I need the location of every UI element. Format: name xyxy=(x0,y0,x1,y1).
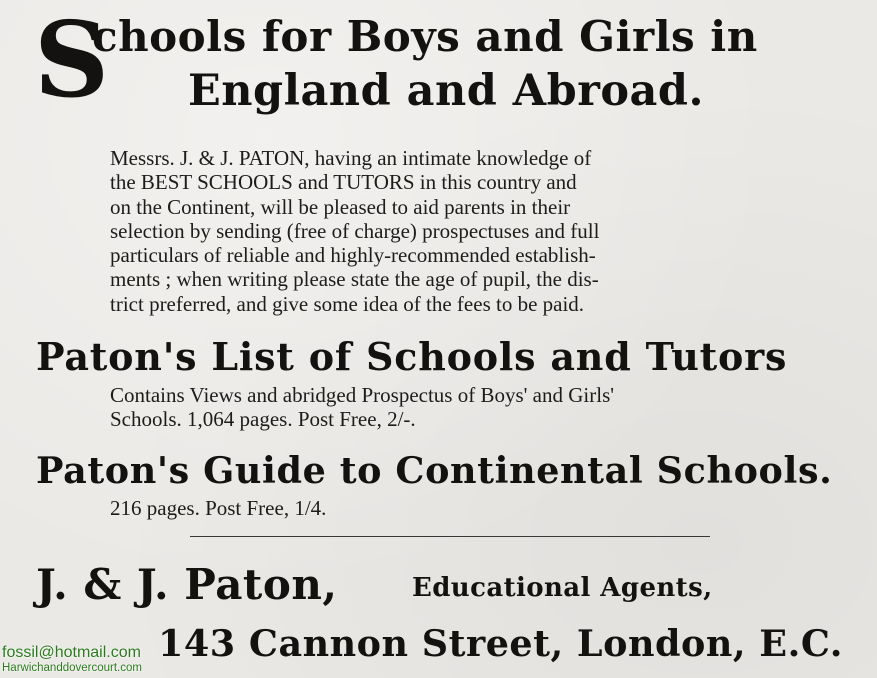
title-drop-cap: S xyxy=(34,0,110,121)
guide-heading: Paton's Guide to Continental Schools. xyxy=(36,449,833,492)
firm-name: J. & J. Paton, xyxy=(36,560,338,609)
intro-line: selection by sending (free of charge) prospectuses and full xyxy=(110,218,600,243)
intro-line: Messrs. J. & J. PATON, having an intimate knowledge of xyxy=(110,146,592,170)
title-line-1: chools for Boys and Girls in xyxy=(92,12,758,61)
firm-role: Educational Agents, xyxy=(412,573,713,603)
firm-address: 143 Cannon Street, London, E.C. xyxy=(158,622,843,665)
intro-line: trict preferred, and give some idea of the fees to be paid. xyxy=(110,291,585,316)
list-desc-line: Schools. 1,064 pages. Post Free, 2/-. xyxy=(110,407,416,432)
list-desc-line: Contains Views and abridged Prospectus of Boys' and Girls' xyxy=(110,383,615,407)
intro-paragraph xyxy=(110,146,599,316)
list-description xyxy=(110,383,614,432)
intro-line: particulars of reliable and highly-recommended establish- xyxy=(110,243,596,268)
divider-rule xyxy=(190,536,710,537)
watermark-site: Harwichanddovercourt.com xyxy=(2,662,142,674)
title-line-2: England and Abroad. xyxy=(188,66,704,116)
guide-description: 216 pages. Post Free, 1/4. xyxy=(110,496,327,520)
list-heading: Paton's List of Schools and Tutors xyxy=(36,334,788,379)
intro-line: ments ; when writing please state the age of pupil, the dis- xyxy=(110,267,599,292)
watermark-email: fossil@hotmail.com xyxy=(2,644,141,661)
intro-line: the BEST SCHOOLS and TUTORS in this country and xyxy=(110,170,577,195)
intro-line: on the Continent, will be pleased to aid parents in their xyxy=(110,194,571,219)
